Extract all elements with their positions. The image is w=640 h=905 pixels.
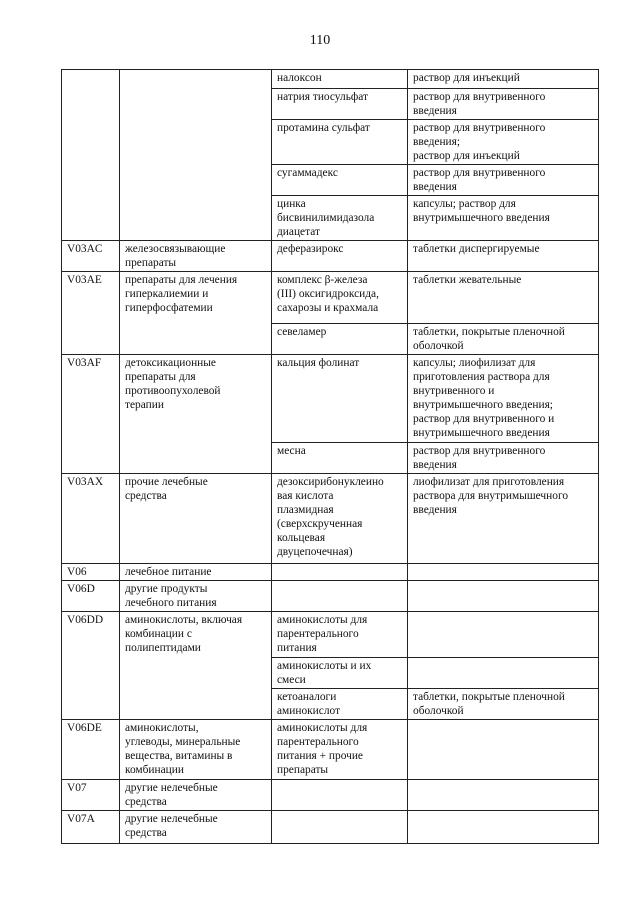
drug-name-cell [272, 780, 408, 811]
drug-name-cell: натрия тиосульфат [272, 89, 408, 120]
drug-name-cell: налоксон [272, 70, 408, 89]
drug-name-cell: аминокислоты для парентерального питания + прочие препараты [272, 720, 408, 780]
drug-name-cell: месна [272, 443, 408, 474]
dosage-form-cell [408, 581, 599, 612]
dosage-form-cell: лиофилизат для приготовления раствора для внутримышечного введения [408, 474, 599, 564]
drug-table [61, 69, 599, 844]
drug-name-cell: севеламер [272, 324, 408, 355]
group-name-cell: детоксикационные препараты для противоопухолевой терапии [120, 355, 272, 474]
group-name-cell: аминокислоты, углеводы, минеральные вещества, витамины в комбинации [120, 720, 272, 780]
table-row [62, 720, 599, 780]
dosage-form-cell: капсулы; раствор для внутримышечного введения [408, 196, 599, 241]
dosage-form-cell: капсулы; лиофилизат для приготовления раствора для внутривенного и внутримышечного введения; раствор для внутривенного и внутримышечного введения [408, 355, 599, 443]
table-row [62, 474, 599, 564]
atc-code-cell: V07 [62, 780, 120, 811]
dosage-form-cell [408, 612, 599, 658]
dosage-form-cell: таблетки, покрытые пленочной оболочкой [408, 324, 599, 355]
dosage-form-cell: раствор для внутривенного введения [408, 89, 599, 120]
atc-code-cell: V03AC [62, 241, 120, 272]
table-row [62, 780, 599, 811]
atc-code-cell: V03AE [62, 272, 120, 355]
table-row [62, 811, 599, 844]
atc-code-cell: V07A [62, 811, 120, 844]
drug-name-cell: деферазирокс [272, 241, 408, 272]
drug-name-cell [272, 811, 408, 844]
atc-code-cell: V03AX [62, 474, 120, 564]
drug-name-cell: кетоаналоги аминокислот [272, 689, 408, 720]
dosage-form-cell [408, 720, 599, 780]
group-name-cell: другие нелечебные средства [120, 780, 272, 811]
group-name-cell: прочие лечебные средства [120, 474, 272, 564]
dosage-form-cell [408, 564, 599, 581]
table-row [62, 581, 599, 612]
dosage-form-cell: раствор для внутривенного введения; раствор для инъекций [408, 120, 599, 165]
drug-name-cell: аминокислоты для парентерального питания [272, 612, 408, 658]
dosage-form-cell [408, 658, 599, 689]
group-name-cell: другие нелечебные средства [120, 811, 272, 844]
dosage-form-cell: таблетки, покрытые пленочной оболочкой [408, 689, 599, 720]
atc-code-cell: V06D [62, 581, 120, 612]
dosage-form-cell [408, 811, 599, 844]
table-row [62, 272, 599, 324]
table-row [62, 564, 599, 581]
drug-name-cell [272, 581, 408, 612]
group-name-cell [120, 70, 272, 241]
atc-code-cell: V06 [62, 564, 120, 581]
page-number: 110 [309, 33, 331, 48]
atc-code-cell: V06DD [62, 612, 120, 720]
table-row [62, 355, 599, 443]
atc-code-cell: V03AF [62, 355, 120, 474]
drug-name-cell: цинка бисвинилимидазола диацетат [272, 196, 408, 241]
drug-name-cell: сугаммадекс [272, 165, 408, 196]
group-name-cell: препараты для лечения гиперкалиемии и гиперфосфатемии [120, 272, 272, 355]
dosage-form-cell: раствор для внутривенного введения [408, 165, 599, 196]
drug-name-cell [272, 564, 408, 581]
drug-name-cell: аминокислоты и их смеси [272, 658, 408, 689]
dosage-form-cell [408, 780, 599, 811]
table-row [62, 612, 599, 658]
dosage-form-cell: таблетки жевательные [408, 272, 599, 324]
drug-name-cell: кальция фолинат [272, 355, 408, 443]
atc-code-cell [62, 70, 120, 241]
dosage-form-cell: таблетки диспергируемые [408, 241, 599, 272]
group-name-cell: железосвязывающие препараты [120, 241, 272, 272]
drug-name-cell: протамина сульфат [272, 120, 408, 165]
drug-name-cell: комплекс β-железа (III) оксигидроксида, сахарозы и крахмала [272, 272, 408, 324]
dosage-form-cell: раствор для инъекций [408, 70, 599, 89]
group-name-cell: другие продукты лечебного питания [120, 581, 272, 612]
table-row [62, 70, 599, 89]
dosage-form-cell: раствор для внутривенного введения [408, 443, 599, 474]
drug-name-cell: дезоксирибонуклеино вая кислота плазмидная (сверхскрученная кольцевая двуцепочечная) [272, 474, 408, 564]
atc-code-cell: V06DE [62, 720, 120, 780]
table-row [62, 241, 599, 272]
group-name-cell: лечебное питание [120, 564, 272, 581]
group-name-cell: аминокислоты, включая комбинации с полипептидами [120, 612, 272, 720]
